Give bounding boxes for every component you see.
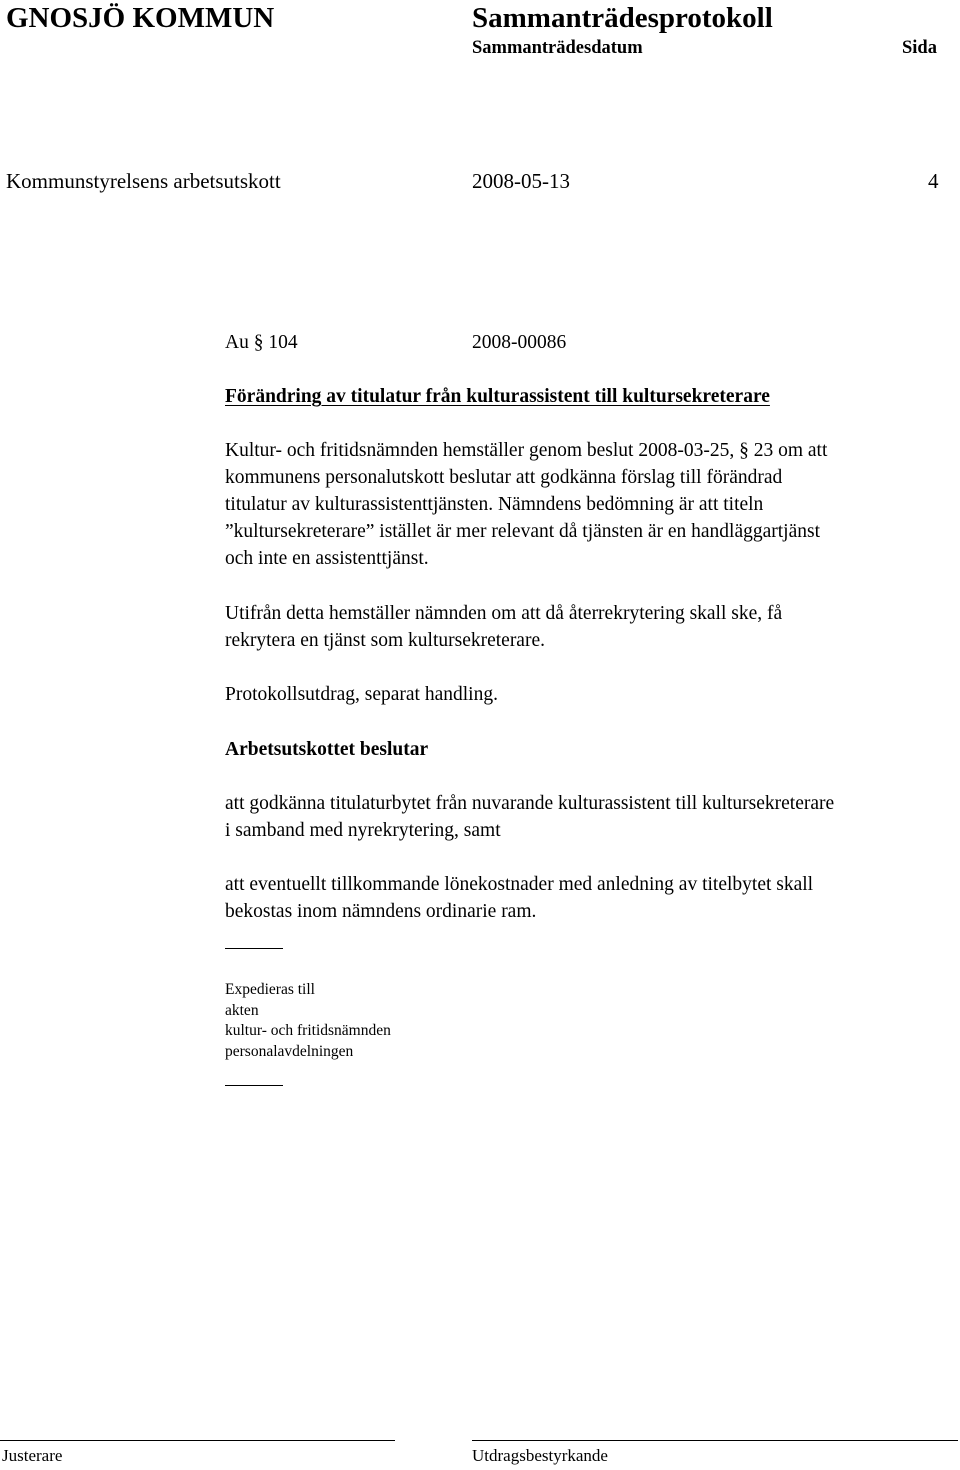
decision-item-2: att eventuellt tillkommande lönekostnader med anledning av titelbytet skall bekostas inom nämndens ordinarie ram. xyxy=(225,874,814,922)
case-number: 2008-00086 xyxy=(472,332,567,353)
document-type: Sammanträdesprotokoll xyxy=(472,2,773,34)
date-label: Sammanträdesdatum xyxy=(472,38,643,58)
recipient: kultur- och fritidsnämnden xyxy=(225,1022,391,1039)
item-reference: Au § 104 xyxy=(225,332,298,353)
recipient: personalavdelningen xyxy=(225,1042,354,1060)
distribution-heading: Expedieras till xyxy=(225,981,315,998)
distribution-list xyxy=(225,980,955,1062)
paragraph-request: Utifrån detta hemställer nämnden om att då återrekrytering skall ske, få rekrytera en tjänst som kultursekreterare. xyxy=(225,603,783,651)
item-title: Förändring av titulatur från kulturassistent till kultursekreterare xyxy=(225,386,770,407)
organization-name: GNOSJÖ KOMMUN xyxy=(6,2,275,34)
paragraph-background: Kultur- och fritidsnämnden hemställer genom beslut 2008-03-25, § 23 om att kommunens personalutskott beslutar att godkänna förslag till förändrad titulatur av kulturassistenttjänsten. Nämndens bedömning är att titeln ”kultursekreterare” istället är mer relevant då tjänsten är en handläggartjänst och inte en assistenttjänst. xyxy=(225,440,828,569)
paragraph-attachment: Protokollsutdrag, separat handling. xyxy=(225,684,498,705)
footer-justerare: Justerare xyxy=(2,1446,63,1465)
recipient: akten xyxy=(225,1001,259,1019)
meeting-date: 2008-05-13 xyxy=(472,169,570,193)
footer-rule-left xyxy=(0,1440,395,1441)
footer-rule-right xyxy=(472,1440,958,1441)
separator-rule-top xyxy=(225,948,283,949)
separator-rule-bottom xyxy=(225,1085,283,1086)
page-number: 4 xyxy=(928,169,939,193)
decision-heading: Arbetsutskottet beslutar xyxy=(225,739,429,760)
meeting-body: Kommunstyrelsens arbetsutskott xyxy=(6,169,281,193)
page-label: Sida xyxy=(902,38,937,58)
decision-item-1: att godkänna titulaturbytet från nuvarande kulturassistent till kultursekreterare i samband med nyrekrytering, samt xyxy=(225,793,835,841)
footer-utdragsbestyrkande: Utdragsbestyrkande xyxy=(472,1446,608,1465)
